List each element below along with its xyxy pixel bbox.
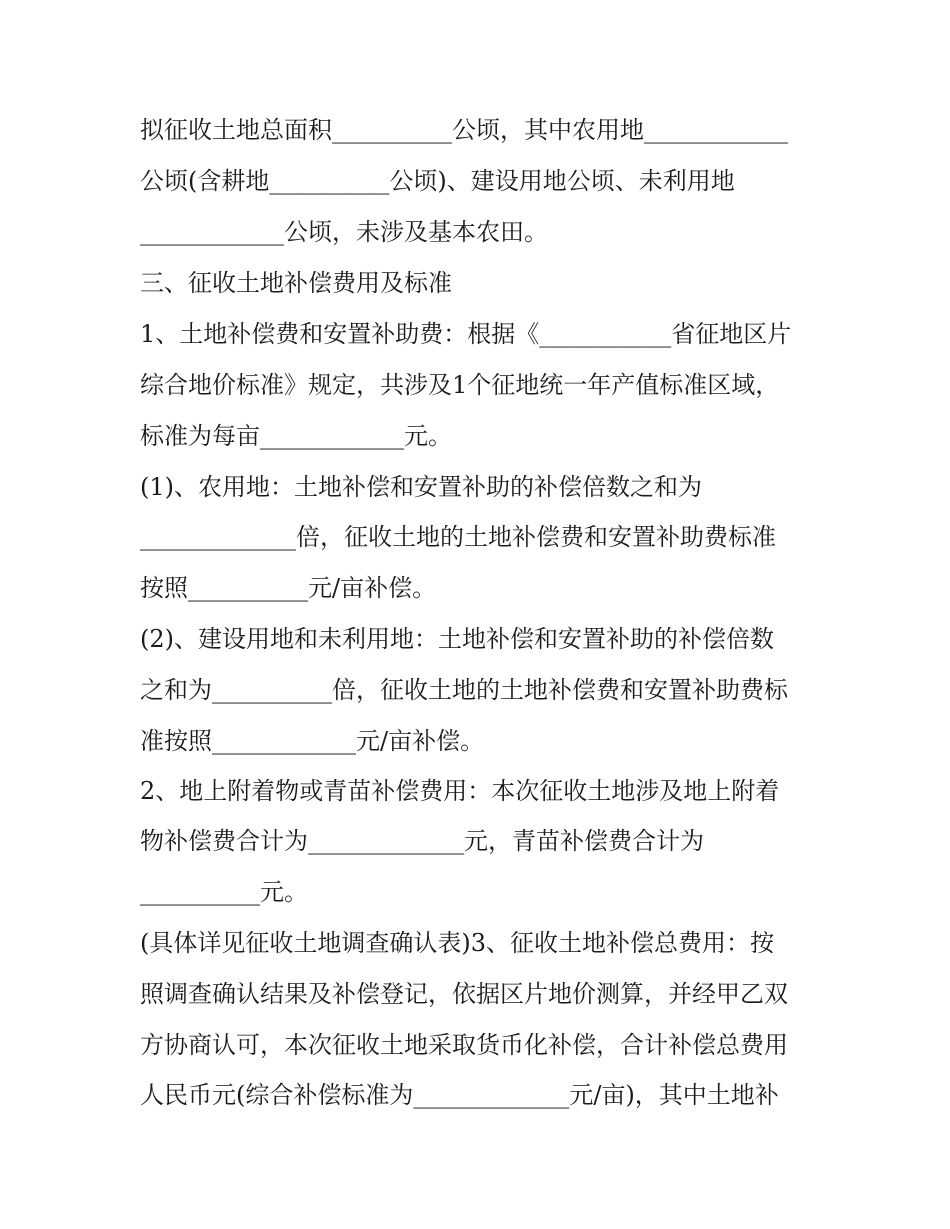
text-line: 之和为__________倍，征收土地的土地补偿费和安置补助费标 [140,676,788,704]
text-line: 公顷(含耕地__________公顷)、建设用地公顷、未利用地 [140,167,735,195]
text-line: 方协商认可，本次征收土地采取货币化补偿，合计补偿总费用 [140,1031,788,1059]
text-line: 按照__________元/亩补偿。 [140,574,437,602]
text-line: 准按照____________元/亩补偿。 [140,727,485,755]
text-line: __________元。 [140,878,308,906]
text-line: (具体详见征收土地调查确认表)3、征收土地补偿总费用：按 [140,929,774,957]
section-heading: 三、征收土地补偿费用及标准 [140,269,452,297]
text-line: _____________倍，征收土地的土地补偿费和安置补助费标准 [140,523,776,551]
text-line: 标准为每亩____________元。 [140,422,452,450]
text-line: (2)、建设用地和未利用地：土地补偿和安置补助的补偿倍数 [140,625,774,653]
text-line: 人民币元(综合补偿标准为_____________元/亩)，其中土地补 [140,1081,779,1109]
text-line: 1、土地补偿费和安置补助费：根据《___________省征地区片 [140,320,792,348]
text-line: 物补偿费合计为_____________元，青苗补偿费合计为 [140,827,704,855]
text-line: 拟征收土地总面积__________公顷，其中农用地____________ [140,116,788,144]
text-line: (1)、农用地：土地补偿和安置补助的补偿倍数之和为 [140,473,702,501]
text-line: 综合地价标准》规定，共涉及1个征地统一年产值标准区域， [140,371,780,399]
text-line: ____________公顷，未涉及基本农田。 [140,218,548,246]
text-line: 2、地上附着物或青苗补偿费用：本次征收土地涉及地上附着 [140,777,780,805]
text-line: 照调查确认结果及补偿登记，依据区片地价测算，并经甲乙双 [140,980,788,1008]
